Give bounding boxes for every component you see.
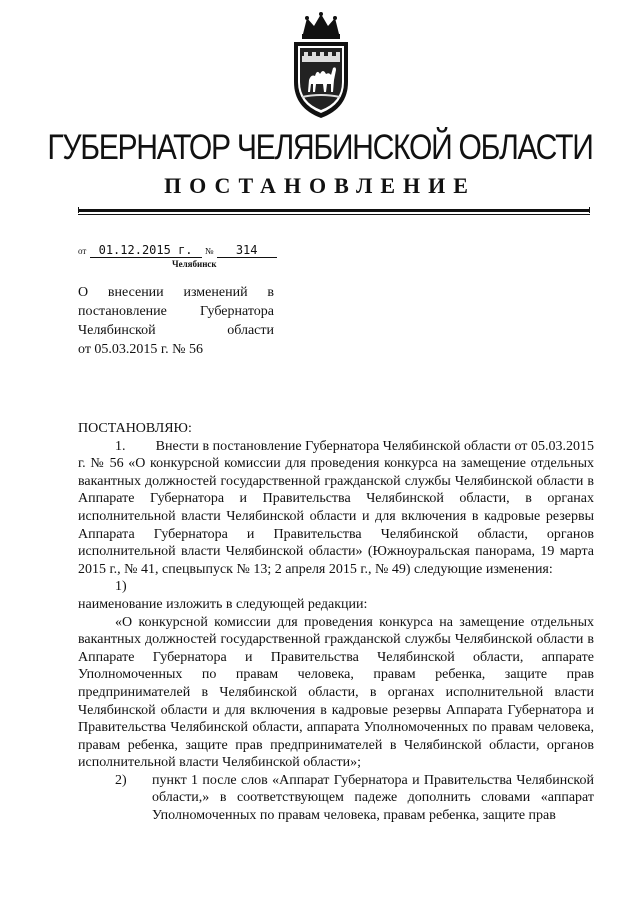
header-rule-thick [78,209,590,212]
document-subject [78,283,274,359]
subitem-number: 1) [115,579,127,595]
date-number-line [78,242,277,258]
issuing-authority: ГУБЕРНАТОР ЧЕЛЯБИНСКОЙ ОБЛАСТИ [47,128,593,167]
from-label: от [78,246,87,256]
subject-line: О внесении изменений в [78,285,274,300]
quoted-title: «О конкурсной комиссии для проведения конкурса на замещение отдельных вакантных должностей государственной гражданской службы Челябинской области в Аппарате Губернатора и Правительства Челябинской области, аппарате Уполномоченных по правам человека, правам ребенка, защите прав предпринимателей в Челябинской области, в органах исполнительной власти Челябинской области и для включения в кадровые резервы Аппарата Губернатора и Правительства Челябинской области, аппарата Уполномоченных по правам человека, правам ребенка, защите прав предпринимателей в Челябинской области, органов исполнительной власти Челябинской области»; [78,614,594,771]
city-name: Челябинск [172,259,217,269]
subitem-text: пункт 1 после слов «Аппарат Губернатора и Правительства Челябинской области,» в соответствующем падеже дополнить словами «аппарат Уполномоченных по правам человека, правам ребенка, защите прав [152,772,594,824]
subitem-number: 2) [115,772,127,788]
coat-of-arms-icon [289,12,353,122]
document-number: 314 [217,243,277,258]
subject-line: от 05.03.2015 г. № 56 [78,342,203,357]
subitem-text: наименование изложить в следующей редакции: [78,596,368,612]
decree-heading: ПОСТАНОВЛЯЮ: [78,421,192,436]
paragraph-text: Внести в постановление Губернатора Челябинской области от 05.03.2015 г. № 56 «О конкурсной комиссии для проведения конкурса на замещение отдельных вакантных должностей государственной гражданской службы Челябинской области в Аппарате Губернатора и Правительства Челябинской области, в органах исполнительной власти Челябинской области и для включения в кадровые резервы Аппарата Губернатора и Правительства Челябинской области, органов исполнительной власти Челябинской области» (Южноуральская панорама, 19 марта 2015 г., № 41, спецвыпуск № 13; 2 апреля 2015 г., № 49) следующие изменения: [78,438,594,577]
subitem-1 [78,578,594,613]
paragraph-number: 1. [115,438,126,454]
subject-line: постановление Губернатора [78,304,274,319]
header-rule-thin [78,214,590,215]
rule-corner-left [78,207,79,213]
document-type: ПОСТАНОВЛЕНИЕ [164,173,476,198]
subitem-2 [78,772,594,825]
subject-line: Челябинской области [78,323,274,338]
number-label: № [204,246,214,256]
paragraph-1 [78,438,594,579]
document-date: 01.12.2015 г. [90,243,202,258]
rule-corner-right [589,207,590,213]
document-body [78,420,594,825]
